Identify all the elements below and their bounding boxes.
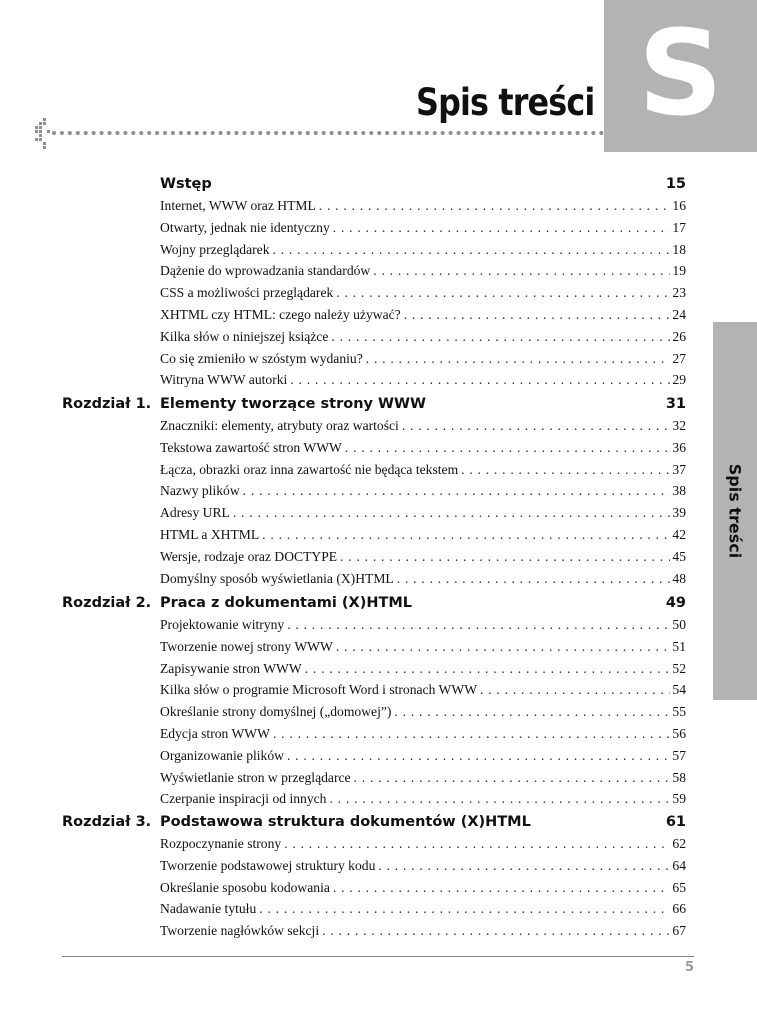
toc-entry-page: 19 <box>672 263 686 279</box>
toc-entry[interactable] <box>160 285 686 305</box>
section-title: Praca z dokumentami (X)HTML <box>160 595 413 611</box>
toc-entry-page: 51 <box>672 638 686 654</box>
dot-leader <box>326 791 670 807</box>
toc-entry-title: Domyślny sposób wyświetlania (X)HTML <box>160 570 394 586</box>
toc-entry[interactable] <box>160 549 686 569</box>
footer-rule <box>62 956 694 957</box>
toc-entry-title: Czerpanie inspiracji od innych <box>160 791 327 807</box>
toc-entry-page: 56 <box>672 726 686 741</box>
dot-leader <box>333 285 670 301</box>
toc-entry-title: Znaczniki: elementy, atrybuty oraz wartości <box>160 418 399 433</box>
toc-entry-title: Wyświetlanie stron w przeglądarce <box>160 769 351 785</box>
dot-leader <box>477 682 670 698</box>
toc-entry-title: Tworzenie podstawowej struktury kodu <box>160 857 376 873</box>
toc-entry[interactable] <box>160 704 686 724</box>
toc-entry-page: 65 <box>672 879 686 895</box>
toc-entry-page: 42 <box>672 527 686 542</box>
toc-entry[interactable] <box>160 923 686 943</box>
dot-leader <box>330 220 671 236</box>
toc-entry-page: 54 <box>672 682 686 698</box>
toc-entry[interactable] <box>160 770 686 790</box>
toc-entry-page: 37 <box>672 461 686 477</box>
toc-entry-title: HTML a XHTML <box>160 527 260 542</box>
toc-entry[interactable] <box>160 372 686 392</box>
toc-entry[interactable] <box>160 242 686 262</box>
toc-entry-page: 32 <box>672 418 686 433</box>
chapter-number: Rozdział 3. <box>62 814 152 830</box>
toc-entry-title: Wersje, rodzaje oraz DOCTYPE <box>160 548 338 564</box>
dot-leader <box>401 307 671 323</box>
toc-entry-page: 18 <box>672 241 686 257</box>
toc-entry-page: 29 <box>672 372 686 388</box>
toc-entry-title: Określanie sposobu kodowania <box>160 879 330 895</box>
toc-entry-title: Organizowanie plików <box>160 747 284 763</box>
toc-entry[interactable] <box>160 418 686 438</box>
toc-entry[interactable] <box>160 639 686 659</box>
dot-leader <box>330 880 671 896</box>
chapter-letter-box <box>604 0 757 152</box>
toc-entry-page: 24 <box>672 307 686 322</box>
dot-leader <box>259 527 670 543</box>
toc-entry[interactable] <box>160 748 686 768</box>
toc-entry-page: 57 <box>672 747 686 763</box>
toc-entry-page: 67 <box>672 923 686 939</box>
dot-leader <box>319 923 670 939</box>
dot-leader <box>394 571 671 587</box>
toc-entry-title: Kilka słów o programie Microsoft Word i stronach WWW <box>160 682 478 698</box>
toc-entry[interactable] <box>160 791 686 811</box>
dot-leader <box>333 639 671 655</box>
toc-entry-page: 23 <box>672 285 686 301</box>
toc-entry-page: 52 <box>672 660 686 676</box>
toc-entry-title: Projektowanie witryny <box>160 617 285 632</box>
chapter-number: Rozdział 1. <box>62 396 152 412</box>
toc-entry-page: 16 <box>672 198 686 213</box>
section-page-number: 49 <box>665 595 686 611</box>
toc-entry-title: Określanie strony domyślnej („domowej”) <box>160 704 392 720</box>
toc-entry-title: Internet, WWW oraz HTML <box>160 198 316 213</box>
dot-leader <box>270 242 671 258</box>
dot-leader <box>270 726 670 742</box>
dot-leader <box>284 748 670 764</box>
toc-entry[interactable] <box>160 351 686 371</box>
toc-entry-page: 45 <box>672 548 686 564</box>
dot-leader <box>399 418 671 434</box>
toc-entry[interactable] <box>160 836 686 856</box>
section-heading[interactable] <box>0 814 757 836</box>
toc-entry-page: 50 <box>672 617 686 632</box>
toc-entry[interactable] <box>160 617 686 637</box>
dot-leader <box>391 704 670 720</box>
toc-entry[interactable] <box>160 726 686 746</box>
toc-entry[interactable] <box>160 440 686 460</box>
side-tab <box>713 322 757 700</box>
page-number: 5 <box>684 960 694 975</box>
dot-leader <box>256 901 670 917</box>
toc-entry-page: 62 <box>672 836 686 851</box>
toc-entry-title: Zapisywanie stron WWW <box>160 660 302 676</box>
section-heading[interactable] <box>0 396 757 418</box>
toc-entry-title: Rozpoczynanie strony <box>160 836 282 851</box>
dot-leader <box>287 372 670 388</box>
toc-entry[interactable] <box>160 527 686 547</box>
dot-leader <box>328 329 670 345</box>
section-title: Wstęp <box>160 176 212 192</box>
toc-entry-title: Kilka słów o niniejszej książce <box>160 328 329 344</box>
toc-entry[interactable] <box>160 220 686 240</box>
toc-entry[interactable] <box>160 198 686 218</box>
section-heading[interactable] <box>0 595 757 617</box>
toc-entry-title: Adresy URL <box>160 505 230 521</box>
toc-entry[interactable] <box>160 571 686 591</box>
section-title: Elementy tworzące strony WWW <box>160 396 427 412</box>
toc-entry[interactable] <box>160 880 686 900</box>
toc-entry-title: Witryna WWW autorki <box>160 372 288 388</box>
toc-entry-title: Nazwy plików <box>160 483 240 499</box>
toc-entry-title: Edycja stron WWW <box>160 726 270 741</box>
dot-leader <box>458 462 670 478</box>
dot-leader <box>240 483 671 499</box>
toc-entry[interactable] <box>160 263 686 283</box>
toc-entry-title: Nadawanie tytułu <box>160 901 257 917</box>
dot-leader <box>230 505 671 521</box>
toc-entry[interactable] <box>160 901 686 921</box>
title-dotted-rule <box>52 131 604 135</box>
toc-entry-title: Otwarty, jednak nie identyczny <box>160 219 330 235</box>
dot-leader <box>284 617 670 633</box>
dot-leader <box>375 858 670 874</box>
dot-leader <box>370 263 670 279</box>
section-page-number: 31 <box>665 396 686 412</box>
section-title: Podstawowa struktura dokumentów (X)HTML <box>160 814 531 830</box>
toc-entry-page: 58 <box>672 769 686 785</box>
toc-entry-title: Łącza, obrazki oraz inna zawartość nie będąca tekstem <box>160 461 459 477</box>
toc-entry-page: 26 <box>672 328 686 344</box>
chapter-letter: S <box>638 4 723 142</box>
toc-entry[interactable] <box>160 307 686 327</box>
toc-entry[interactable] <box>160 682 686 702</box>
dot-leader <box>342 440 671 456</box>
toc-entry-page: 59 <box>672 791 686 807</box>
dot-leader <box>351 770 671 786</box>
toc-entry-title: Co się zmieniło w szóstym wydaniu? <box>160 350 363 366</box>
toc-entry[interactable] <box>160 505 686 525</box>
section-page-number: 61 <box>665 814 686 830</box>
section-heading[interactable] <box>0 176 757 198</box>
dot-leader <box>281 836 670 852</box>
toc-entry-title: Dążenie do wprowadzania standardów <box>160 263 371 279</box>
toc-entry-title: Tworzenie nagłówków sekcji <box>160 923 320 939</box>
rule-accent-icon <box>33 118 51 152</box>
side-tab-label: Spis treści <box>725 463 745 559</box>
toc-entry-page: 66 <box>672 901 686 917</box>
toc-entry[interactable] <box>160 858 686 878</box>
toc-entry[interactable] <box>160 483 686 503</box>
toc-entry-title: XHTML czy HTML: czego należy używać? <box>160 307 401 322</box>
toc-entry[interactable] <box>160 462 686 482</box>
dot-leader <box>316 198 671 214</box>
toc-entry-title: Tworzenie nowej strony WWW <box>160 638 333 654</box>
toc-entry-title: Tekstowa zawartość stron WWW <box>160 439 342 455</box>
dot-leader <box>302 661 671 677</box>
toc-entry-page: 39 <box>672 505 686 521</box>
toc-entry-page: 48 <box>672 570 686 586</box>
toc-entry[interactable] <box>160 661 686 681</box>
page-title: Spis treści <box>415 81 594 124</box>
dot-leader <box>363 351 671 367</box>
dot-leader <box>337 549 670 565</box>
toc-entry-page: 27 <box>672 350 686 366</box>
toc-entry-page: 17 <box>672 219 686 235</box>
toc-entry-title: CSS a możliwości przeglądarek <box>160 285 334 301</box>
toc-entry-page: 38 <box>672 483 686 499</box>
toc-entry[interactable] <box>160 329 686 349</box>
toc-entry-page: 36 <box>672 439 686 455</box>
toc-entry-page: 64 <box>672 857 686 873</box>
chapter-number: Rozdział 2. <box>62 595 152 611</box>
toc-entry-page: 55 <box>672 704 686 720</box>
section-page-number: 15 <box>665 176 686 192</box>
toc-entry-title: Wojny przeglądarek <box>160 241 270 257</box>
